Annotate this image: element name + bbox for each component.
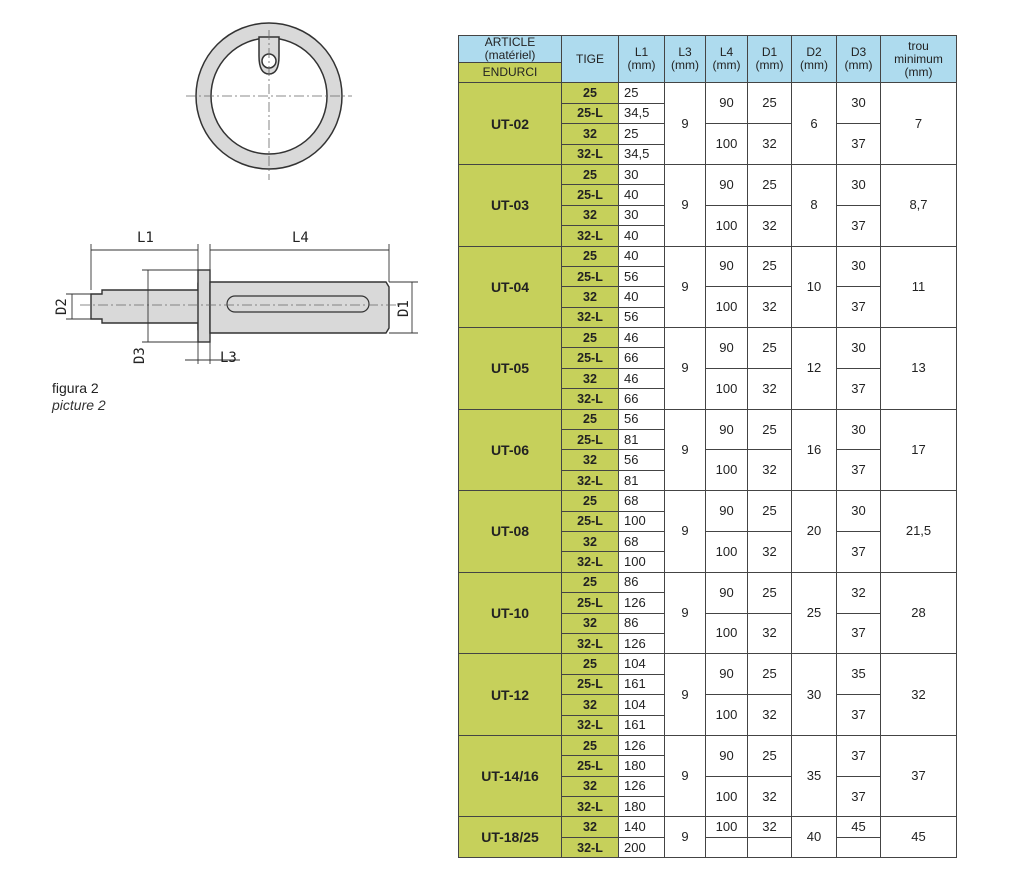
d1-cell: 32 <box>748 368 792 409</box>
label-l1: L1 <box>137 230 154 246</box>
label-d2: D2 <box>54 298 70 315</box>
l4-cell <box>706 837 748 857</box>
header-tige: TIGE <box>562 36 619 83</box>
d3-cell <box>837 837 881 857</box>
d1-cell: 32 <box>748 776 792 817</box>
d3-cell: 37 <box>837 205 881 246</box>
tige-cell: 25-L <box>562 674 619 694</box>
trou-cell: 32 <box>881 654 957 736</box>
l1-cell: 66 <box>619 348 665 368</box>
figure-caption <box>52 380 106 414</box>
table-row <box>459 164 957 184</box>
tige-cell: 32 <box>562 695 619 715</box>
d2-cell: 25 <box>792 572 837 654</box>
l1-cell: 86 <box>619 613 665 633</box>
table-body <box>459 83 957 858</box>
tige-cell: 32 <box>562 124 619 144</box>
l4-cell: 100 <box>706 287 748 328</box>
table-row <box>459 817 957 837</box>
d3-cell: 30 <box>837 409 881 450</box>
l1-cell: 126 <box>619 735 665 755</box>
l3-cell: 9 <box>665 246 706 328</box>
d1-cell: 25 <box>748 409 792 450</box>
ring-end-view <box>186 23 352 180</box>
tige-cell: 32-L <box>562 633 619 653</box>
tige-cell: 32-L <box>562 226 619 246</box>
l4-cell: 100 <box>706 531 748 572</box>
header-d3: D3 (mm) <box>837 36 881 83</box>
l1-cell: 25 <box>619 83 665 103</box>
d1-cell: 32 <box>748 531 792 572</box>
tige-cell: 25-L <box>562 430 619 450</box>
l4-cell: 90 <box>706 409 748 450</box>
label-d1: D1 <box>396 300 412 317</box>
d2-cell: 30 <box>792 654 837 736</box>
header-l4: L4 (mm) <box>706 36 748 83</box>
l1-cell: 104 <box>619 654 665 674</box>
tige-cell: 32-L <box>562 797 619 817</box>
tige-cell: 25 <box>562 491 619 511</box>
tige-cell: 32 <box>562 287 619 307</box>
tige-cell: 25-L <box>562 103 619 123</box>
d3-cell: 37 <box>837 287 881 328</box>
trou-cell: 28 <box>881 572 957 654</box>
d3-cell: 30 <box>837 164 881 205</box>
d2-cell: 16 <box>792 409 837 491</box>
l4-cell: 100 <box>706 695 748 736</box>
l1-cell: 68 <box>619 531 665 551</box>
l1-cell: 140 <box>619 817 665 837</box>
article-cell: UT-03 <box>459 164 562 246</box>
l4-cell: 90 <box>706 83 748 124</box>
d2-cell: 6 <box>792 83 837 165</box>
tige-cell: 32 <box>562 531 619 551</box>
table-row <box>459 654 957 674</box>
spec-table <box>458 35 957 858</box>
l1-cell: 68 <box>619 491 665 511</box>
tige-cell: 32 <box>562 368 619 388</box>
table-row <box>459 83 957 103</box>
d3-cell: 37 <box>837 124 881 165</box>
d1-cell <box>748 837 792 857</box>
article-cell: UT-12 <box>459 654 562 736</box>
d1-cell: 25 <box>748 328 792 369</box>
l3-cell: 9 <box>665 83 706 165</box>
l1-cell: 200 <box>619 837 665 857</box>
d2-cell: 12 <box>792 328 837 410</box>
article-cell: UT-10 <box>459 572 562 654</box>
d3-cell: 30 <box>837 246 881 287</box>
tige-cell: 32 <box>562 776 619 796</box>
tige-cell: 32-L <box>562 307 619 327</box>
l1-cell: 40 <box>619 185 665 205</box>
trou-cell: 21,5 <box>881 491 957 573</box>
header-d1: D1 (mm) <box>748 36 792 83</box>
l4-cell: 100 <box>706 817 748 837</box>
l3-cell: 9 <box>665 328 706 410</box>
l4-cell: 90 <box>706 491 748 532</box>
tige-cell: 32-L <box>562 144 619 164</box>
l4-cell: 90 <box>706 654 748 695</box>
l1-cell: 161 <box>619 715 665 735</box>
d1-cell: 25 <box>748 164 792 205</box>
l1-cell: 46 <box>619 328 665 348</box>
d3-cell: 37 <box>837 735 881 776</box>
l4-cell: 100 <box>706 450 748 491</box>
tige-cell: 25 <box>562 654 619 674</box>
tige-cell: 25-L <box>562 348 619 368</box>
d1-cell: 32 <box>748 450 792 491</box>
tige-cell: 32-L <box>562 715 619 735</box>
article-cell: UT-05 <box>459 328 562 410</box>
tige-cell: 32-L <box>562 389 619 409</box>
d3-cell: 30 <box>837 83 881 124</box>
d1-cell: 32 <box>748 287 792 328</box>
d2-cell: 20 <box>792 491 837 573</box>
l1-cell: 34,5 <box>619 103 665 123</box>
l1-cell: 66 <box>619 389 665 409</box>
l1-cell: 30 <box>619 164 665 184</box>
d1-cell: 32 <box>748 695 792 736</box>
table-row <box>459 409 957 429</box>
l4-cell: 100 <box>706 124 748 165</box>
l1-cell: 56 <box>619 450 665 470</box>
l3-cell: 9 <box>665 409 706 491</box>
d1-cell: 25 <box>748 572 792 613</box>
trou-cell: 13 <box>881 328 957 410</box>
l1-cell: 100 <box>619 552 665 572</box>
tige-cell: 25-L <box>562 266 619 286</box>
l1-cell: 46 <box>619 368 665 388</box>
l3-cell: 9 <box>665 572 706 654</box>
label-d3: D3 <box>132 347 148 364</box>
tige-cell: 32-L <box>562 470 619 490</box>
header-article: ARTICLE (matériel) <box>459 36 562 63</box>
header-trou: trou minimum (mm) <box>881 36 957 83</box>
table-row <box>459 572 957 592</box>
d3-cell: 37 <box>837 776 881 817</box>
trou-cell: 8,7 <box>881 164 957 246</box>
d2-cell: 10 <box>792 246 837 328</box>
article-cell: UT-02 <box>459 83 562 165</box>
tige-cell: 25 <box>562 164 619 184</box>
trou-cell: 45 <box>881 817 957 858</box>
technical-drawing <box>40 8 440 428</box>
l1-cell: 100 <box>619 511 665 531</box>
d1-cell: 25 <box>748 735 792 776</box>
d1-cell: 25 <box>748 83 792 124</box>
l1-cell: 25 <box>619 124 665 144</box>
l3-cell: 9 <box>665 164 706 246</box>
tige-cell: 25 <box>562 246 619 266</box>
header-l1: L1 (mm) <box>619 36 665 83</box>
tige-cell: 25 <box>562 735 619 755</box>
l4-cell: 100 <box>706 205 748 246</box>
l4-cell: 100 <box>706 368 748 409</box>
shank-side-view <box>80 270 400 342</box>
d1-cell: 32 <box>748 205 792 246</box>
d3-cell: 30 <box>837 491 881 532</box>
d2-cell: 40 <box>792 817 837 858</box>
tige-cell: 25 <box>562 83 619 103</box>
d3-cell: 37 <box>837 695 881 736</box>
d3-cell: 35 <box>837 654 881 695</box>
article-cell: UT-04 <box>459 246 562 328</box>
tige-cell: 25 <box>562 328 619 348</box>
tige-cell: 32 <box>562 205 619 225</box>
article-cell: UT-18/25 <box>459 817 562 858</box>
d1-cell: 32 <box>748 124 792 165</box>
tige-cell: 25-L <box>562 185 619 205</box>
l4-cell: 90 <box>706 735 748 776</box>
l1-cell: 126 <box>619 776 665 796</box>
tige-cell: 25-L <box>562 511 619 531</box>
tige-cell: 25-L <box>562 756 619 776</box>
d1-cell: 25 <box>748 491 792 532</box>
l1-cell: 161 <box>619 674 665 694</box>
l4-cell: 90 <box>706 246 748 287</box>
d1-cell: 32 <box>748 613 792 654</box>
d3-cell: 37 <box>837 450 881 491</box>
d3-cell: 45 <box>837 817 881 837</box>
l1-cell: 86 <box>619 572 665 592</box>
l1-cell: 126 <box>619 633 665 653</box>
tige-cell: 32 <box>562 817 619 837</box>
l3-cell: 9 <box>665 491 706 573</box>
l1-cell: 56 <box>619 266 665 286</box>
tige-cell: 32 <box>562 450 619 470</box>
d2-cell: 35 <box>792 735 837 817</box>
tige-cell: 32-L <box>562 837 619 857</box>
l1-cell: 40 <box>619 287 665 307</box>
article-cell: UT-14/16 <box>459 735 562 817</box>
l1-cell: 40 <box>619 226 665 246</box>
l4-cell: 90 <box>706 164 748 205</box>
table-header <box>459 36 957 83</box>
label-l4: L4 <box>292 230 309 246</box>
l1-cell: 126 <box>619 593 665 613</box>
l3-cell: 9 <box>665 735 706 817</box>
d1-cell: 25 <box>748 654 792 695</box>
d3-cell: 37 <box>837 613 881 654</box>
l3-cell: 9 <box>665 654 706 736</box>
l3-cell: 9 <box>665 817 706 858</box>
trou-cell: 17 <box>881 409 957 491</box>
l1-cell: 56 <box>619 409 665 429</box>
d2-cell: 8 <box>792 164 837 246</box>
l1-cell: 56 <box>619 307 665 327</box>
table-row <box>459 735 957 755</box>
label-l3: L3 <box>220 350 237 366</box>
d3-cell: 32 <box>837 572 881 613</box>
d3-cell: 37 <box>837 531 881 572</box>
l1-cell: 81 <box>619 470 665 490</box>
table-row <box>459 246 957 266</box>
l4-cell: 90 <box>706 328 748 369</box>
d1-cell: 25 <box>748 246 792 287</box>
l1-cell: 180 <box>619 756 665 776</box>
article-cell: UT-06 <box>459 409 562 491</box>
l4-cell: 90 <box>706 572 748 613</box>
tige-cell: 25-L <box>562 593 619 613</box>
l1-cell: 34,5 <box>619 144 665 164</box>
header-endurci: ENDURCI <box>459 63 562 83</box>
l4-cell: 100 <box>706 613 748 654</box>
table-row <box>459 328 957 348</box>
tige-cell: 32 <box>562 613 619 633</box>
tige-cell: 25 <box>562 572 619 592</box>
caption-line-2: picture 2 <box>52 397 106 413</box>
trou-cell: 37 <box>881 735 957 817</box>
header-d2: D2 (mm) <box>792 36 837 83</box>
tige-cell: 25 <box>562 409 619 429</box>
l1-cell: 81 <box>619 430 665 450</box>
l1-cell: 180 <box>619 797 665 817</box>
l1-cell: 30 <box>619 205 665 225</box>
d3-cell: 37 <box>837 368 881 409</box>
article-cell: UT-08 <box>459 491 562 573</box>
trou-cell: 11 <box>881 246 957 328</box>
tige-cell: 32-L <box>562 552 619 572</box>
trou-cell: 7 <box>881 83 957 165</box>
caption-line-1: figura 2 <box>52 380 99 396</box>
l4-cell: 100 <box>706 776 748 817</box>
d3-cell: 30 <box>837 328 881 369</box>
l1-cell: 104 <box>619 695 665 715</box>
header-l3: L3 (mm) <box>665 36 706 83</box>
table-row <box>459 491 957 511</box>
l1-cell: 40 <box>619 246 665 266</box>
d1-cell: 32 <box>748 817 792 837</box>
